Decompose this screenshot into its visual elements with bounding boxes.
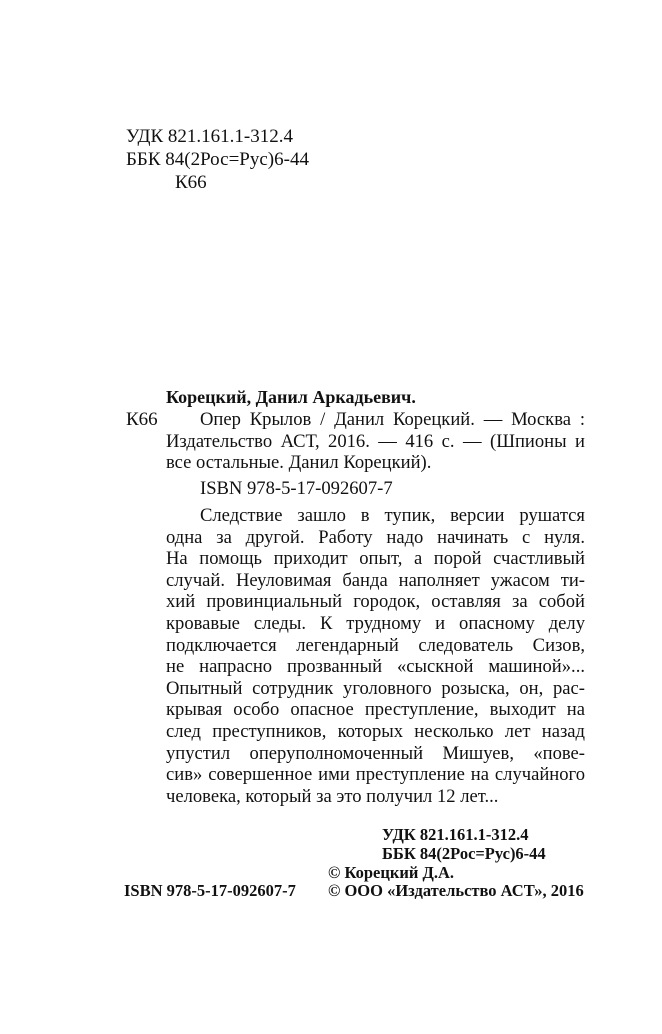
- footer-udk-code: УДК 821.161.1-312.4: [382, 825, 529, 844]
- author-mark: К66: [175, 172, 207, 193]
- annotation-line: след преступников, которых несколько лет назад: [166, 720, 585, 742]
- annotation-line: одна за другой. Работу надо начинать с нуля.: [166, 526, 585, 548]
- catalog-description: [166, 409, 585, 452]
- annotation-line: человека, который за это получил 12 лет...: [166, 786, 499, 807]
- copyright-publisher: © ООО «Издательство АСТ», 2016: [328, 881, 584, 900]
- bbk-code: ББК 84(2Рос=Рус)6-44: [126, 149, 309, 170]
- annotation-line: кровавые следы. К трудному и опасному делу: [166, 612, 585, 634]
- copyright-author: © Корецкий Д.А.: [328, 863, 455, 882]
- annotation-line: сив» совершенное ими преступление на случайного: [166, 764, 585, 786]
- annotation-line: упустил оперуполномоченный Мишуев, «пове-: [166, 742, 585, 764]
- description-line: все остальные. Данил Корецкий).: [166, 452, 432, 473]
- description-line: Опер Крылов / Данил Корецкий. — Москва :: [200, 409, 585, 430]
- annotation-line: хий провинциальный городок, оставляя за собой: [166, 591, 585, 613]
- description-line: Издательство АСТ, 2016. — 416 с. — (Шпионы и: [166, 430, 585, 452]
- annotation-line: Следствие зашло в тупик, версии рушатся: [200, 505, 585, 526]
- annotation-line: На помощь приходит опыт, а порой счастливый: [166, 548, 585, 570]
- footer-bbk-code: ББК 84(2Рос=Рус)6-44: [382, 844, 546, 863]
- annotation-line: не напрасно прозванный «сыскной машиной»...: [166, 656, 585, 678]
- udk-code: УДК 821.161.1-312.4: [126, 126, 293, 147]
- author-heading: Корецкий, Данил Аркадьевич.: [166, 387, 416, 407]
- annotation-line: случай. Неуловимая банда наполняет ужасом ти-: [166, 569, 585, 591]
- annotation-line: подключается легендарный следователь Сизов,: [166, 634, 585, 656]
- catalog-author-mark: К66: [126, 409, 158, 430]
- annotation-text: [166, 505, 585, 786]
- catalog-isbn: ISBN 978-5-17-092607-7: [200, 478, 393, 499]
- annotation-line: крывая особо опасное преступление, выходит на: [166, 699, 585, 721]
- copyright-isbn: ISBN 978-5-17-092607-7: [124, 881, 296, 900]
- annotation-line: Опытный сотрудник уголовного розыска, он, рас-: [166, 677, 585, 699]
